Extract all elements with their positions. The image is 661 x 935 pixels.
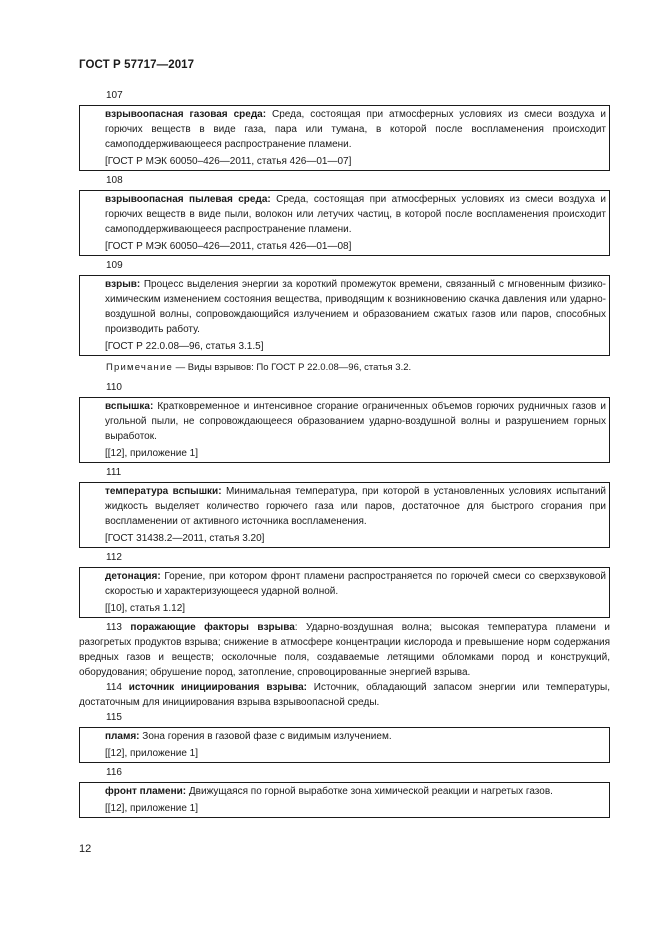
term-name: поражающие факторы взрыва <box>130 622 295 633</box>
term-box <box>79 782 610 818</box>
entry-number: 112 <box>106 552 122 563</box>
note-text: — Виды взрывов: По ГОСТ Р 22.0.08—96, статья 3.2. <box>173 362 412 373</box>
source-reference: [[12], приложение 1] <box>105 803 199 814</box>
term-name: взрывоопасная пылевая среда: <box>105 194 271 205</box>
term-box <box>79 275 610 356</box>
term-box <box>79 482 610 548</box>
paragraph-text: : Ударно-воздушная волна; высокая температура пламени и разогретых продуктов взрыва; снижение в атмосфере концентрации кислорода и превышение норм содержания вредных газов и веществ; осколочные поля, создаваемые летящими обломками пород и конструкций, оборудования; обрушение пород, затопление, спровоцированные энергией взрыва. <box>79 622 610 678</box>
paragraph-number: 114 <box>106 682 122 693</box>
source-reference: [ГОСТ Р МЭК 60050–426—2011, статья 426—01—07] <box>105 156 352 167</box>
source-reference: [ГОСТ 31438.2—2011, статья 3.20] <box>105 533 265 544</box>
entry-number: 108 <box>106 175 123 186</box>
term-definition <box>105 484 606 529</box>
term-name: фронт пламени: <box>105 786 187 797</box>
term-definition <box>105 729 606 744</box>
term-box <box>79 567 610 618</box>
term-definition <box>105 569 606 599</box>
entry-number: 116 <box>106 767 122 778</box>
paragraph-text: Источник, обладающий запасом энергии или температуры, достаточным для инициирования взрыва взрывоопасной среды. <box>79 682 611 708</box>
definition-text: Кратковременное и интенсивное сгорание ограниченных объемов горючих рудничных газов и угольной пыли, не сопровождающееся образованием ударно-воздушной волны и разрушением горных выработок. <box>105 401 606 442</box>
definition-text: Среда, состоящая при атмосферных условиях из смеси воздуха и горючих веществ в виде газа, пара или тумана, в которой после воспламенения происходит самоподдерживающееся распространение пламени. <box>105 109 606 150</box>
term-name: взрывоопасная газовая среда: <box>105 109 267 120</box>
note-label: Примечание <box>106 362 173 373</box>
source-reference: [ГОСТ Р МЭК 60050–426—2011, статья 426—01—08] <box>105 241 352 252</box>
term-definition <box>105 277 606 337</box>
page-number: 12 <box>79 843 92 855</box>
paragraph <box>79 620 610 680</box>
definition-text: Минимальная температура, при которой в установленных условиях испытаний жидкость выделяет количество горючего газа или паров, достаточное для быстрого сгорания при воспламенении от активного источника воспламенения. <box>105 486 606 527</box>
term-box <box>79 190 610 256</box>
source-reference: [ГОСТ Р 22.0.08—96, статья 3.1.5] <box>105 341 264 352</box>
term-name: температура вспышки: <box>105 486 222 497</box>
source-reference: [[12], приложение 1] <box>105 448 199 459</box>
definition-text: Процесс выделения энергии за короткий промежуток времени, связанный с мгновенным физико-химическим изменением состояния вещества, приводящим к возникновению скачка давления или ударно-воздушной волны, сопровождающийся излучением и образованием сжатых газов или паров, способных производить работу. <box>105 279 606 335</box>
term-name: детонация: <box>105 571 161 582</box>
entry-number: 115 <box>106 712 122 723</box>
document-content <box>79 88 610 820</box>
definition-text: Зона горения в газовой фазе с видимым излучением. <box>139 731 392 742</box>
paragraph <box>79 680 610 710</box>
document-header: ГОСТ Р 57717—2017 <box>79 59 195 71</box>
term-name: взрыв: <box>105 279 141 290</box>
term-definition <box>105 107 606 152</box>
term-name: пламя: <box>105 731 140 742</box>
term-box <box>79 727 610 763</box>
entry-number: 107 <box>106 90 123 101</box>
definition-text: Горение, при котором фронт пламени распространяется по горючей смеси со сверхзвуковой скоростью и характеризующееся ударной волной. <box>105 571 606 597</box>
term-definition <box>105 399 606 444</box>
entry-number: 109 <box>106 260 123 271</box>
definition-text: Движущаяся по горной выработке зона химической реакции и нагретых газов. <box>186 786 553 797</box>
term-name: источник инициирования взрыва: <box>128 682 307 693</box>
entry-number: 110 <box>106 382 122 393</box>
source-reference: [[12], приложение 1] <box>105 748 199 759</box>
entry-number: 111 <box>106 467 122 478</box>
term-box <box>79 397 610 463</box>
source-reference: [[10], статья 1.12] <box>105 603 186 614</box>
term-name: вспышка: <box>105 401 154 412</box>
term-definition <box>105 192 606 237</box>
note <box>79 360 610 375</box>
term-box <box>79 105 610 171</box>
definition-text: Среда, состоящая при атмосферных условиях из смеси воздуха и горючих веществ в виде пыли, волокон или летучих частиц, в которой после воспламенения происходит самоподдерживающееся распространение пламени. <box>105 194 606 235</box>
paragraph-number: 113 <box>106 622 122 633</box>
term-definition <box>105 784 606 799</box>
